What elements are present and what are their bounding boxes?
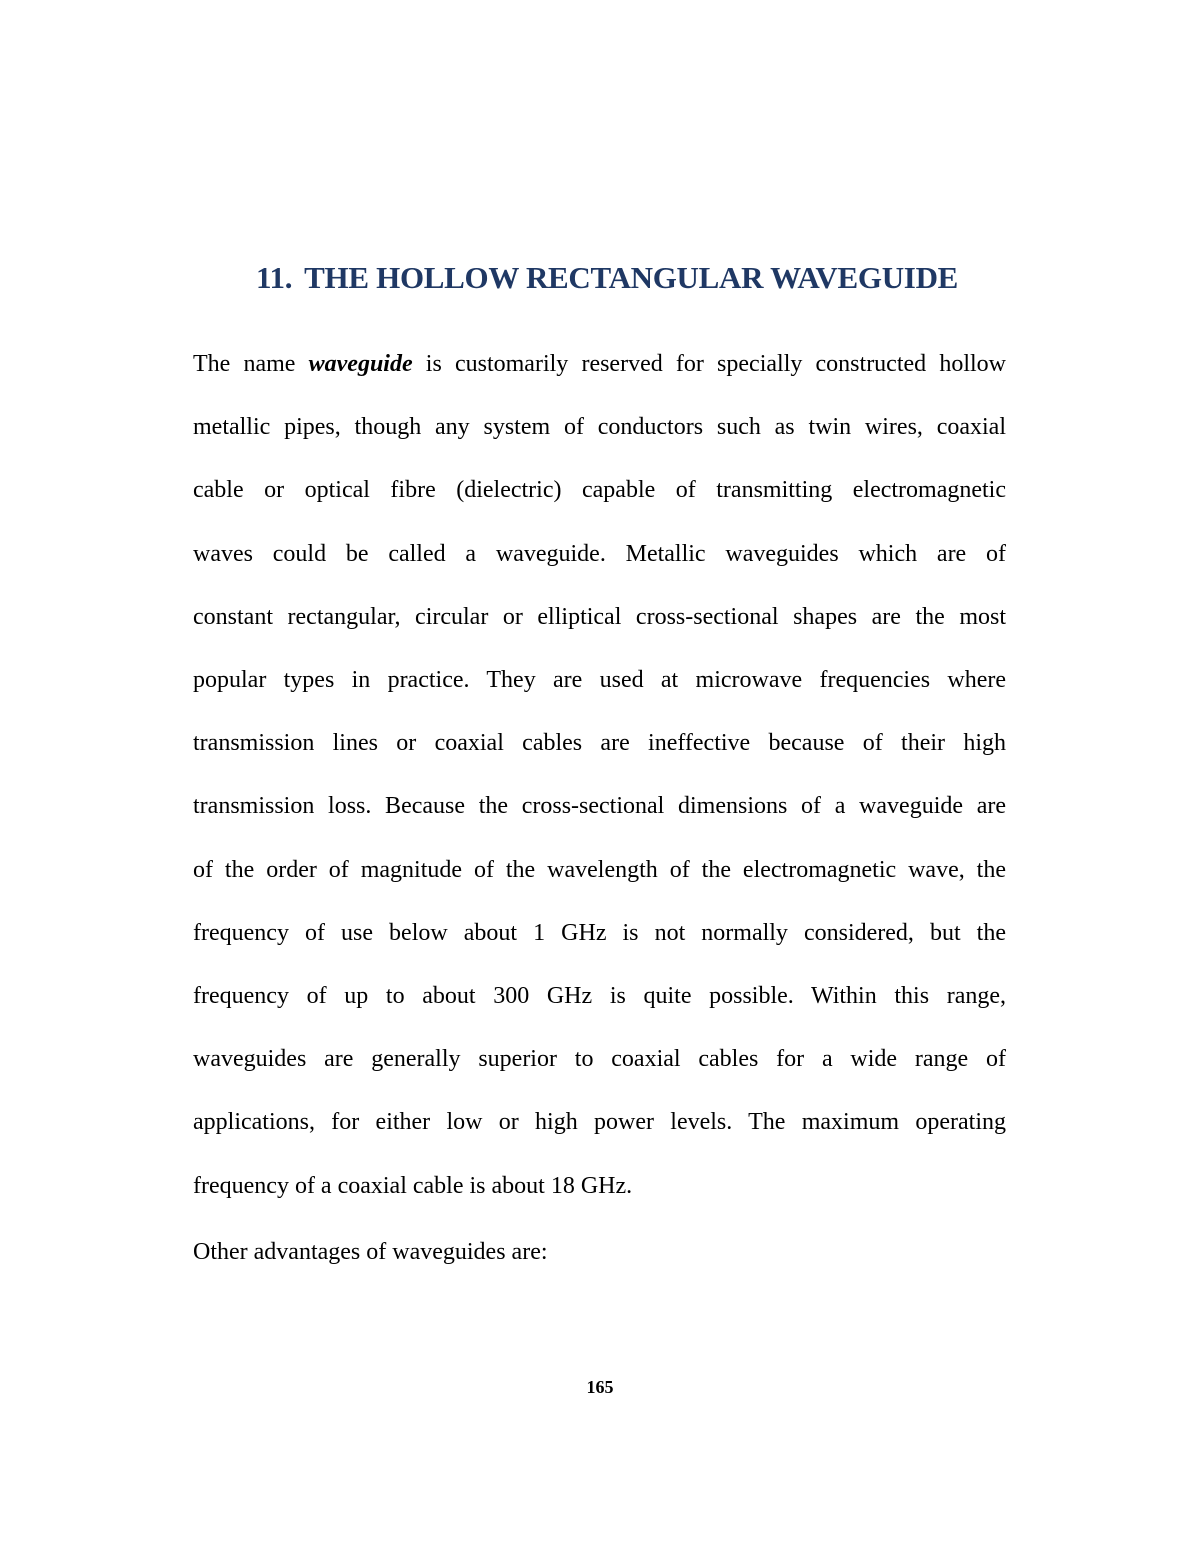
body-paragraph bbox=[193, 333, 1006, 1218]
text-run: is customarily reserved for specially constructed hollow bbox=[412, 351, 1006, 377]
paragraph-line: cable or optical fibre (dielectric) capable of transmitting electromagnetic bbox=[193, 477, 1006, 504]
paragraph-line: frequency of use below about 1 GHz is not normally considered, but the bbox=[193, 919, 1006, 946]
section-number: 11. bbox=[256, 260, 293, 295]
paragraph-line: constant rectangular, circular or elliptical cross-sectional shapes are the most bbox=[193, 603, 1006, 630]
section-title: THE HOLLOW RECTANGULAR WAVEGUIDE bbox=[304, 260, 959, 295]
paragraph-line: metallic pipes, though any system of conductors such as twin wires, coaxial bbox=[193, 414, 1006, 441]
paragraph-line: transmission lines or coaxial cables are ineffective because of their high bbox=[193, 730, 1006, 757]
paragraph-line: waveguides are generally superior to coaxial cables for a wide range of bbox=[193, 1046, 1006, 1073]
paragraph-line: frequency of up to about 300 GHz is quite possible. Within this range, bbox=[193, 983, 1006, 1010]
paragraph-line bbox=[193, 333, 1006, 396]
page-number: 165 bbox=[586, 1377, 614, 1397]
paragraph-line: applications, for either low or high power levels. The maximum operating bbox=[193, 1109, 1006, 1136]
section-heading bbox=[256, 258, 958, 298]
paragraph-line: popular types in practice. They are used at microwave frequencies where bbox=[193, 667, 1006, 694]
paragraph-line: of the order of magnitude of the wavelength of the electromagnetic wave, the bbox=[193, 856, 1006, 883]
paragraph-line: waves could be called a waveguide. Metallic waveguides which are of bbox=[193, 540, 1006, 567]
text-run: The name bbox=[193, 351, 309, 377]
body-paragraph-2: Other advantages of waveguides are: bbox=[193, 1239, 548, 1265]
paragraph-line: frequency of a coaxial cable is about 18 GHz. bbox=[193, 1172, 633, 1199]
paragraph-line: transmission loss. Because the cross-sectional dimensions of a waveguide are bbox=[193, 793, 1006, 820]
emphasized-term: waveguide bbox=[308, 351, 413, 377]
